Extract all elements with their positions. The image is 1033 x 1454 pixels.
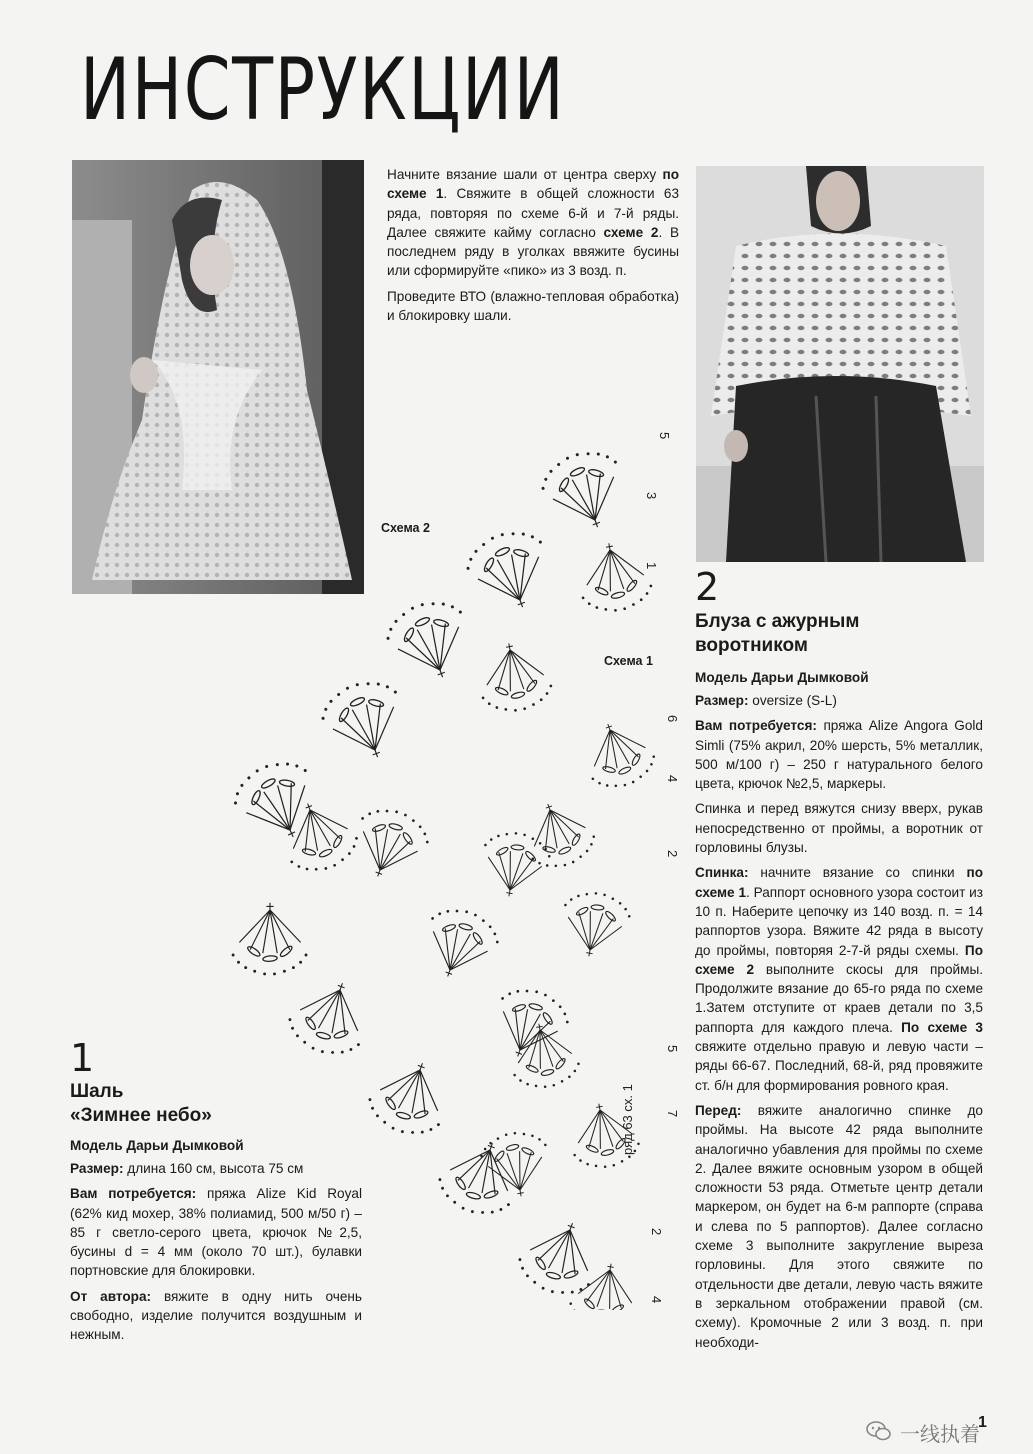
page-number: 1 [978,1414,987,1431]
scheme1-row-label: 4 [649,1296,664,1304]
scheme1-label: Схема 1 [604,654,653,668]
item2-details: Размер: oversize (S-L) Вам потребуется: пряжа Alize Angora Gold Simli (75% акрил, 20% шерсть, 5% металлик, 500 м/100 г) – 250 г натурального белого цвета, крючок №2,5, маркеры. Спинка и перед вяжутся снизу вверх, рукав непосредственно от проймы, а воротник от горловины блузы. Спинка: начните вязание со спинки по схеме 1. Раппорт основного узора состоит из 10 п. Наберите цепочку из 140 возд. п. = 14 раппортов узора. Вяжите 42 ряда в высоту до проймы, повторяя 2-7-й ряды схемы. По схеме 2 выполните скосы для проймы. Продолжите вязание до 65-го ряда по схеме 1.Затем отступите от краев детали по 3,5 раппорта для каждого плеча. По схеме 3 свяжите отдельно правую и левую части – ряды 66-67. Последний, 68-й, ряд провяжите ст. б/н для формирования ровного края. Перед: вяжите аналогично спинке до проймы. На высоте 42 ряда выполните аналогично убавления для проймы по схеме 2. Далее вяжите основным узором в общей сложности 53 ряда. Отметьте центр детали маркером, он будет на 6-м раппорте (справа и слева по 5 раппортов). Далее согласно схеме 3 выполните закругление выреза горловины. Для этого свяжите по отдельности две детали, левую часть вяжите в зеркальном отображении правой (см. схему). Кромочные 2 или 3 возд. п. при необходи- [695,693,983,1350]
page-title: ИНСТРУКЦИИ [80,40,566,140]
item1-number: 1 [70,1036,95,1080]
scheme2-label: Схема 2 [381,521,430,535]
intro-text [387,165,679,331]
scheme2-row-label: 3 [644,492,659,500]
scheme1-row-label: 2 [649,1228,664,1236]
item2-model: Модель Дарьи Дымковой [695,670,869,685]
intro-paragraph-1: Начните вязание шали от центра сверху по схеме 1. Свяжите в общей сложности 63 ряда, повторяя по схеме 6-й и 7-й ряды. Далее свяжите кайму согласно схеме 2. В последнем ряду в уголках ввяжите бусины или сформируйте «пико» из 3 возд. п. [387,167,680,279]
item1-model: Модель Дарьи Дымковой [70,1138,244,1153]
wechat-icon [866,1420,892,1442]
watermark: 一线执着 [900,1422,980,1446]
scheme2-row-label: 5 [657,432,672,440]
item2-title: Блуза с ажурным воротником [695,611,860,656]
item1-block [70,1036,362,1351]
item2-number: 2 [695,565,720,609]
scheme1-row-label: 4 [665,775,680,783]
intro-paragraph-2: Проведите ВТО (влажно-тепловая обработка) и блокировку шали. [387,288,679,324]
scheme1-row-label: 7 [665,1110,680,1118]
scheme1-row-63-label: ряд 63 сх. 1 [620,1084,635,1155]
blouse-photo [696,166,984,562]
item1-details: Размер: длина 160 см, высота 75 см Вам потребуется: пряжа Alize Kid Royal (62% кид мохер, 38% полиамид, 500 м/50 г) – 85 г светло-серого цвета, крючок №2,5, бусины d = 4 мм (около 70 шт.), булавки портновские для блокировки. От автора: вяжите в одну нить очень свободно, изделие получится воздушным и нежным. [70,1161,362,1343]
item2-block [695,566,983,1358]
scheme1-row-label: 6 [665,715,680,723]
scheme1-row-label: 5 [665,1045,680,1053]
scheme1-row-label: 2 [665,850,680,858]
scheme2-row-label: 1 [644,562,659,570]
item1-title: Шаль «Зимнее небо» [70,1081,212,1126]
